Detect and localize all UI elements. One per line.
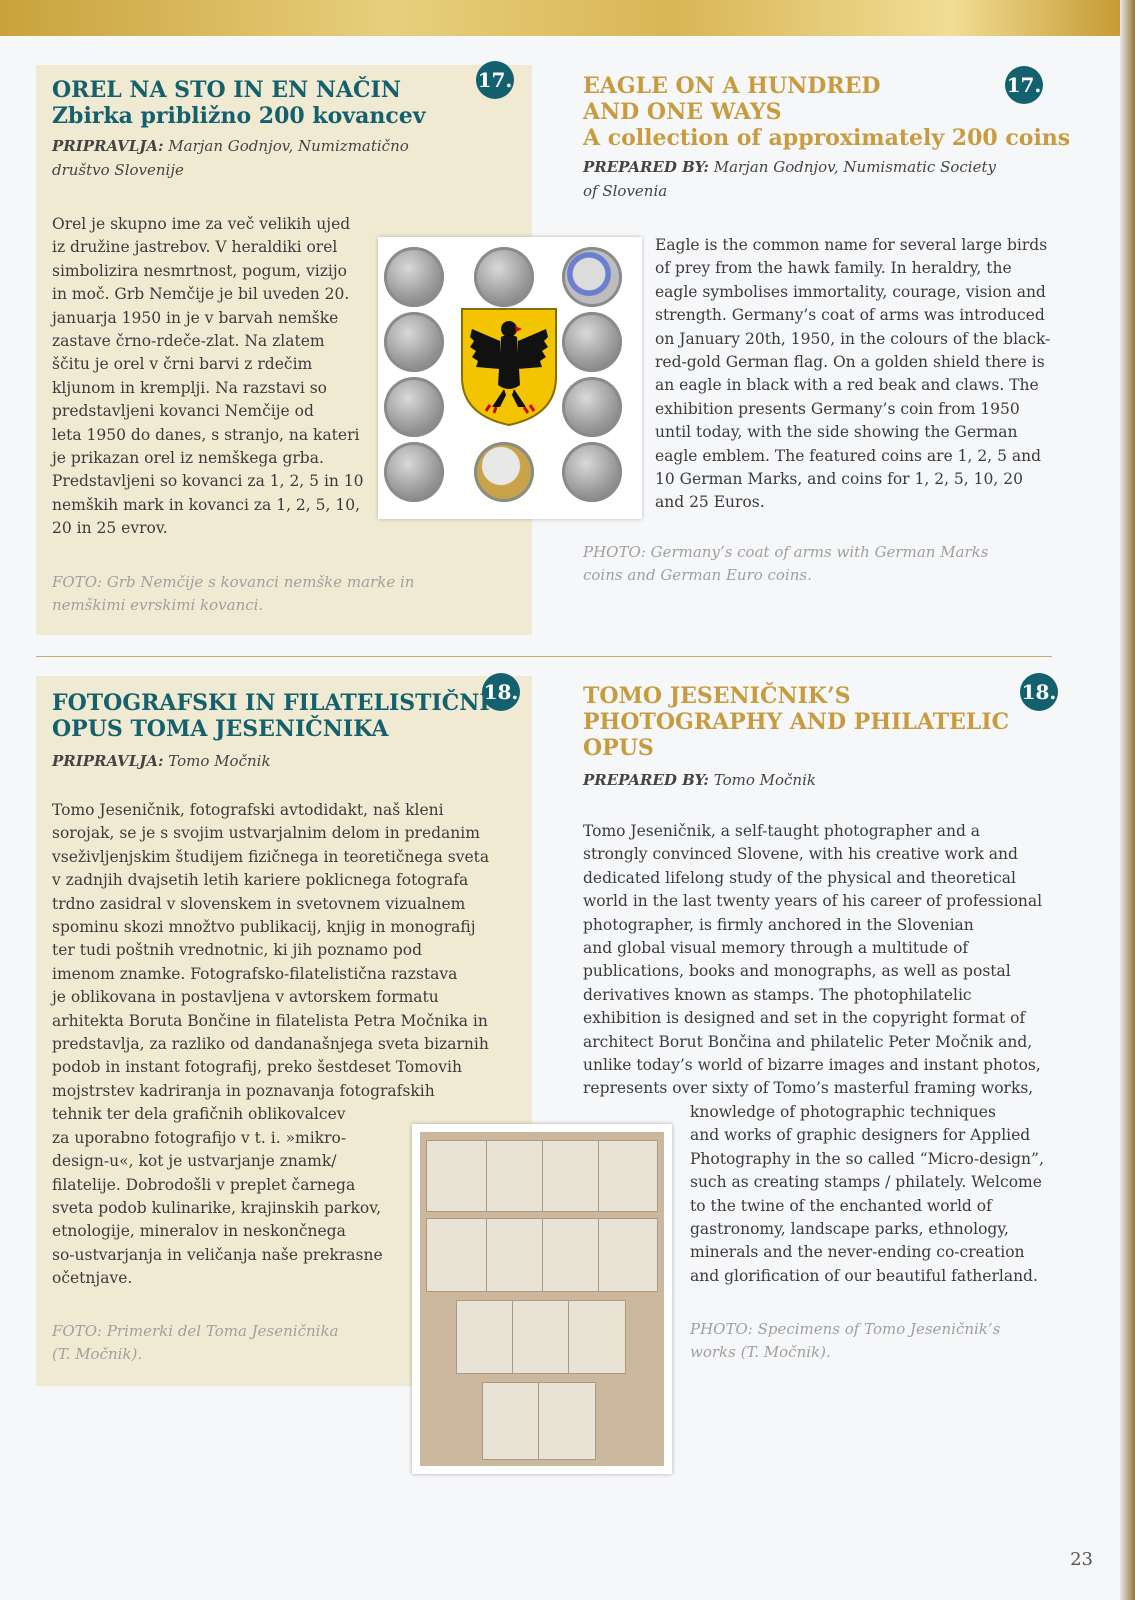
body-line: zastave črno-rdeče-zlat. Na zlatem: [52, 332, 325, 351]
exhibit-frame: [598, 1140, 658, 1212]
body-line: design-u«, kot je ustvarjanje znamk/: [52, 1152, 337, 1171]
body-line: minerals and the never-ending co-creation: [690, 1243, 1025, 1262]
body-line: until today, with the side showing the German: [655, 423, 1018, 442]
body-line: nemških mark in kovanci za 1, 2, 5, 10,: [52, 495, 361, 514]
body-line: exhibition presents Germany’s coin from 1950: [655, 399, 1020, 418]
body-line: spominu skozi množtvo publikacij, knjig in monografij: [52, 918, 476, 937]
body-line: of prey from the hawk family. In heraldry, the: [655, 259, 1012, 278]
top-gold-bar: [0, 0, 1120, 36]
caption-line: FOTO: Grb Nemčije s kovanci nemške marke in: [52, 573, 415, 591]
coin: [562, 442, 622, 502]
exhibition-wall: [420, 1132, 664, 1466]
byline-label: PREPARED BY:: [583, 158, 709, 176]
body-line: Orel je skupno ime za več velikih ujed: [52, 215, 351, 233]
section-18-badge-english: 18.: [1020, 673, 1058, 711]
exhibit-frame: [568, 1300, 626, 1374]
title-line: FOTOGRAFSKI IN FILATELISTIČNI: [52, 690, 490, 716]
body-line: red-gold German flag. On a golden shield there is: [655, 353, 1045, 372]
coin: [384, 247, 444, 307]
title-line: OPUS: [583, 735, 654, 761]
exhibit-frame: [542, 1140, 600, 1212]
body-line: eagle emblem. The featured coins are 1, 2, 5 and: [655, 446, 1042, 465]
exhibit-frame: [426, 1218, 488, 1292]
body-line: to the twine of the enchanted world of: [690, 1196, 992, 1215]
body-line: Photography in the so called “Micro-design”,: [690, 1149, 1044, 1168]
section-18-english-byline: [583, 768, 816, 792]
section-17-english-byline: [583, 155, 996, 203]
exhibit-frame: [426, 1140, 488, 1212]
body-line: trdno zasidral v slovenskem in svetovnem vizualnem: [52, 894, 466, 913]
body-line: je oblikovana in postavljena v avtorskem formatu: [52, 988, 439, 1007]
title-line: PHOTOGRAPHY AND PHILATELIC: [583, 709, 1010, 735]
body-line: očetnjave.: [52, 1269, 133, 1288]
section-18-english-title: [583, 683, 1009, 761]
section-18-english-body-continued: [690, 1101, 1060, 1288]
coin: [384, 312, 444, 372]
body-line: simbolizira nesmrtnost, pogum, vizijo: [52, 261, 347, 280]
exhibit-frame: [456, 1300, 514, 1374]
byline-label: PRIPRAVLJA:: [52, 137, 164, 155]
body-line: derivatives known as stamps. The photophilatelic: [583, 985, 972, 1004]
body-line: 20 in 25 evrov.: [52, 519, 168, 538]
title-line: AND ONE WAYS: [583, 99, 782, 125]
body-line: and global visual memory through a multitude of: [583, 939, 969, 958]
coin: [562, 312, 622, 372]
caption-line: PHOTO: Germany’s coat of arms with German Marks: [583, 543, 989, 561]
body-line: vseživljenjskim študijem fizičnega in teoretičnega sveta: [52, 847, 490, 866]
body-line: imenom znamke. Fotografsko-filatelistična razstava: [52, 964, 458, 983]
body-line: photographer, is firmly anchored in the Slovenian: [583, 915, 974, 934]
coin: [474, 442, 534, 502]
body-line: publications, books and monographs, as well as postal: [583, 962, 1011, 981]
body-line: Tomo Jeseničnik, fotografski avtodidakt, naš kleni: [52, 801, 444, 819]
body-line: so-ustvarjanja in veličanja naše prekrasne: [52, 1245, 383, 1264]
coin: [562, 247, 622, 307]
body-line: and 25 Euros.: [655, 493, 765, 512]
body-line: ščitu je orel v črni barvi z rdečim: [52, 355, 313, 374]
byline-label: PRIPRAVLJA:: [52, 752, 164, 770]
body-line: and glorification of our beautiful fatherland.: [690, 1266, 1038, 1285]
body-line: podob in instant fotografij, preko šestdeset Tomovih: [52, 1058, 462, 1077]
page-number: 23: [1070, 1549, 1093, 1570]
body-line: tehnik ter dela grafičnih oblikovalcev: [52, 1105, 346, 1124]
byline-name: Marjan Godnjov, Numismatic Society: [713, 158, 996, 176]
exhibit-frame: [542, 1218, 600, 1292]
body-line: gastronomy, landscape parks, ethnology,: [690, 1220, 1009, 1239]
body-line: mojstrstev kadriranja in poznavanja fotografskih: [52, 1081, 435, 1100]
caption-line: FOTO: Primerki del Toma Jeseničnika: [52, 1322, 339, 1340]
body-line: eagle symbolises immortality, courage, vision and: [655, 282, 1046, 301]
coin: [474, 247, 534, 307]
body-line: and works of graphic designers for Applied: [690, 1126, 1031, 1145]
exhibit-frame: [598, 1218, 658, 1292]
body-line: knowledge of photographic techniques: [690, 1103, 996, 1121]
caption-line: PHOTO: Specimens of Tomo Jeseničnik’s: [690, 1320, 1001, 1338]
section-17-slovene-caption: [52, 571, 414, 617]
exhibition-photo: [412, 1124, 672, 1474]
page-edge: [1120, 0, 1135, 1600]
coin-photo: [378, 237, 642, 519]
byline-name: Marjan Godnjov, Numizmatično: [168, 137, 409, 155]
section-18-slovene-caption: [52, 1320, 338, 1366]
coin: [384, 442, 444, 502]
exhibit-frame: [482, 1382, 540, 1460]
body-line: such as creating stamps / philately. Welcome: [690, 1173, 1042, 1192]
section-17-badge: 17.: [476, 61, 514, 99]
body-line: predstavlja, za razliko od dandanašnjega sveta bizarnih: [52, 1035, 489, 1054]
section-divider: [36, 656, 1052, 657]
coat-of-arms-eagle-icon: [460, 307, 558, 427]
section-17-english-body: [655, 234, 1065, 515]
body-line: in moč. Grb Nemčije je bil uveden 20.: [52, 285, 350, 304]
exhibit-frame: [512, 1300, 570, 1374]
section-18-english-body: [583, 820, 1063, 1101]
body-line: za uporabno fotografijo v t. i. »mikro-: [52, 1128, 347, 1147]
body-line: predstavljeni kovanci Nemčije od: [52, 402, 314, 421]
section-17-slovene-body: [52, 213, 372, 541]
body-line: dedicated lifelong study of the physical and theoretical: [583, 868, 1016, 887]
byline-label: PREPARED BY:: [583, 771, 709, 789]
body-line: Tomo Jeseničnik, a self-taught photographer and a: [583, 822, 981, 840]
section-18-slovene-byline: [52, 749, 271, 773]
title-line: OPUS TOMA JESENIČNIKA: [52, 716, 389, 742]
byline-org: društvo Slovenije: [52, 161, 184, 179]
caption-line: (T. Močnik).: [52, 1345, 143, 1363]
byline-org: of Slovenia: [583, 182, 668, 200]
body-line: januarja 1950 in je v barvah nemške: [52, 308, 339, 327]
title-line: TOMO JESENIČNIK’S: [583, 683, 851, 709]
body-line: Predstavljeni so kovanci za 1, 2, 5 in 10: [52, 472, 364, 491]
body-line: je prikazan orel iz nemškega grba.: [52, 449, 324, 468]
exhibit-frame: [486, 1218, 544, 1292]
body-line: strength. Germany’s coat of arms was introduced: [655, 306, 1045, 325]
body-line: etnologije, mineralov in neskončnega: [52, 1222, 346, 1241]
body-line: sorojak, se je s svojim ustvarjalnim delom in predanim: [52, 824, 480, 843]
body-line: world in the last twenty years of his career of professional: [583, 892, 1043, 911]
coin: [384, 377, 444, 437]
byline-name: Tomo Močnik: [713, 771, 816, 789]
title-line: EAGLE ON A HUNDRED: [583, 73, 881, 99]
subtitle-line: A collection of approximately 200 coins: [583, 125, 1071, 151]
exhibit-frame: [486, 1140, 544, 1212]
body-line: on January 20th, 1950, in the colours of the black-: [655, 329, 1051, 348]
coin: [562, 377, 622, 437]
section-18-english-caption: [690, 1318, 1000, 1364]
section-17-slovene-byline: [52, 134, 409, 182]
section-17-slovene-title: [52, 77, 426, 129]
body-line: sveta podob kulinarike, krajinskih parkov,: [52, 1198, 382, 1217]
body-line: arhitekta Boruta Bončine in filatelista Petra Močnika in: [52, 1011, 488, 1030]
body-line: leta 1950 do danes, s stranjo, na kateri: [52, 425, 360, 444]
body-line: filatelije. Dobrodošli v preplet čarnega: [52, 1175, 356, 1194]
body-line: represents over sixty of Tomo’s masterful framing works,: [583, 1079, 1034, 1098]
section-18-badge: 18.: [482, 673, 520, 711]
section-18-slovene-title: [52, 690, 490, 742]
section-17-badge-english: 17.: [1005, 66, 1043, 104]
body-line: exhibition is designed and set in the copyright format of: [583, 1009, 1026, 1028]
title-line: OREL NA STO IN EN NAČIN: [52, 77, 401, 103]
body-line: kljunom in kremplji. Na razstavi so: [52, 378, 328, 397]
caption-line: works (T. Močnik).: [690, 1343, 831, 1361]
section-17-english-caption: [583, 541, 988, 587]
byline-name: Tomo Močnik: [168, 752, 271, 770]
body-line: v zadnjih dvajsetih letih kariere poklicnega fotografa: [52, 871, 469, 890]
body-line: an eagle in black with a red beak and claws. The: [655, 376, 1039, 395]
body-line: iz družine jastrebov. V heraldiki orel: [52, 238, 338, 257]
body-line: ter tudi poštnih vrednotnic, ki jih poznamo pod: [52, 941, 423, 960]
body-line: 10 German Marks, and coins for 1, 2, 5, 10, 20: [655, 470, 1023, 489]
body-line: architect Borut Bončina and philatelic Peter Močnik and,: [583, 1032, 1033, 1051]
body-line: Eagle is the common name for several large birds: [655, 236, 1048, 254]
caption-line: nemškimi evrskimi kovanci.: [52, 596, 264, 614]
caption-line: coins and German Euro coins.: [583, 566, 812, 584]
section-17-english-title: [583, 73, 1070, 151]
exhibit-frame: [538, 1382, 596, 1460]
body-line: strongly convinced Slovene, with his creative work and: [583, 845, 1018, 864]
subtitle-line: Zbirka približno 200 kovancev: [52, 103, 426, 129]
body-line: unlike today’s world of bizarre images and instant photos,: [583, 1056, 1041, 1075]
